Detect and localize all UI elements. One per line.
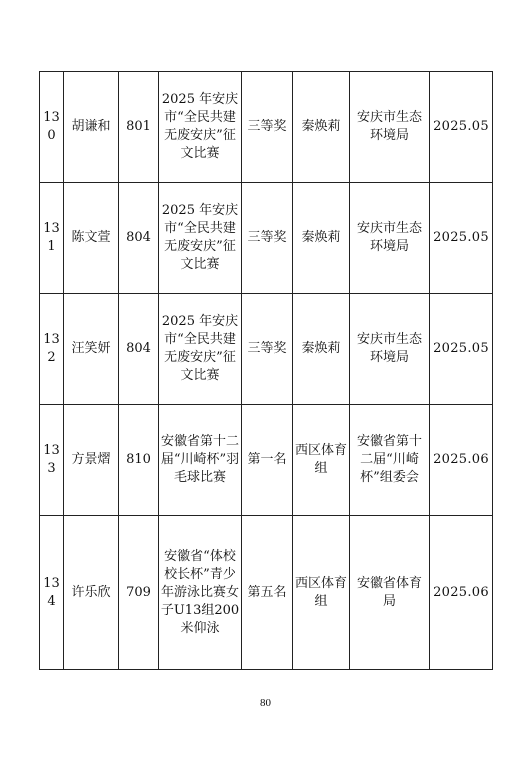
cell-date: 2025.05: [430, 72, 493, 183]
cell-date: 2025.05: [430, 294, 493, 405]
cell-award: 三等奖: [242, 72, 293, 183]
cell-name: 许乐欣: [64, 516, 119, 670]
table-row: [40, 183, 493, 294]
cell-class: 810: [119, 405, 159, 516]
cell-teacher: 秦焕莉: [293, 294, 350, 405]
cell-name: 陈文萱: [64, 183, 119, 294]
cell-award: 第一名: [242, 405, 293, 516]
cell-date: 2025.06: [430, 516, 493, 670]
cell-class: 801: [119, 72, 159, 183]
cell-name: 汪笑妍: [64, 294, 119, 405]
cell-teacher: 秦焕莉: [293, 72, 350, 183]
cell-no: 132: [40, 294, 64, 405]
cell-teacher: 西区体育组: [293, 516, 350, 670]
page-number: 80: [260, 697, 271, 709]
cell-event: 2025 年安庆市“全民共建无废安庆”征文比赛: [159, 183, 242, 294]
cell-organizer: 安庆市生态环境局: [350, 294, 430, 405]
award-table: [39, 71, 493, 670]
cell-no: 130: [40, 72, 64, 183]
cell-event: 2025 年安庆市“全民共建无废安庆”征文比赛: [159, 72, 242, 183]
table-row: [40, 516, 493, 670]
cell-date: 2025.06: [430, 405, 493, 516]
cell-organizer: 安徽省第十二届“川崎杯”组委会: [350, 405, 430, 516]
cell-award: 第五名: [242, 516, 293, 670]
cell-class: 804: [119, 294, 159, 405]
table-row: [40, 405, 493, 516]
cell-no: 133: [40, 405, 64, 516]
cell-class: 709: [119, 516, 159, 670]
cell-teacher: 西区体育组: [293, 405, 350, 516]
cell-organizer: 安庆市生态环境局: [350, 72, 430, 183]
cell-no: 134: [40, 516, 64, 670]
table-row: [40, 72, 493, 183]
table-row: [40, 294, 493, 405]
cell-award: 三等奖: [242, 183, 293, 294]
cell-no: 131: [40, 183, 64, 294]
cell-award: 三等奖: [242, 294, 293, 405]
cell-name: 胡谦和: [64, 72, 119, 183]
cell-event: 安徽省“体校校长杯”青少年游泳比赛女子U13组200米仰泳: [159, 516, 242, 670]
cell-organizer: 安庆市生态环境局: [350, 183, 430, 294]
cell-organizer: 安徽省体育局: [350, 516, 430, 670]
cell-class: 804: [119, 183, 159, 294]
cell-teacher: 秦焕莉: [293, 183, 350, 294]
cell-date: 2025.05: [430, 183, 493, 294]
cell-event: 安徽省第十二届“川崎杯”羽毛球比赛: [159, 405, 242, 516]
cell-event: 2025 年安庆市“全民共建无废安庆”征文比赛: [159, 294, 242, 405]
cell-name: 方景熠: [64, 405, 119, 516]
